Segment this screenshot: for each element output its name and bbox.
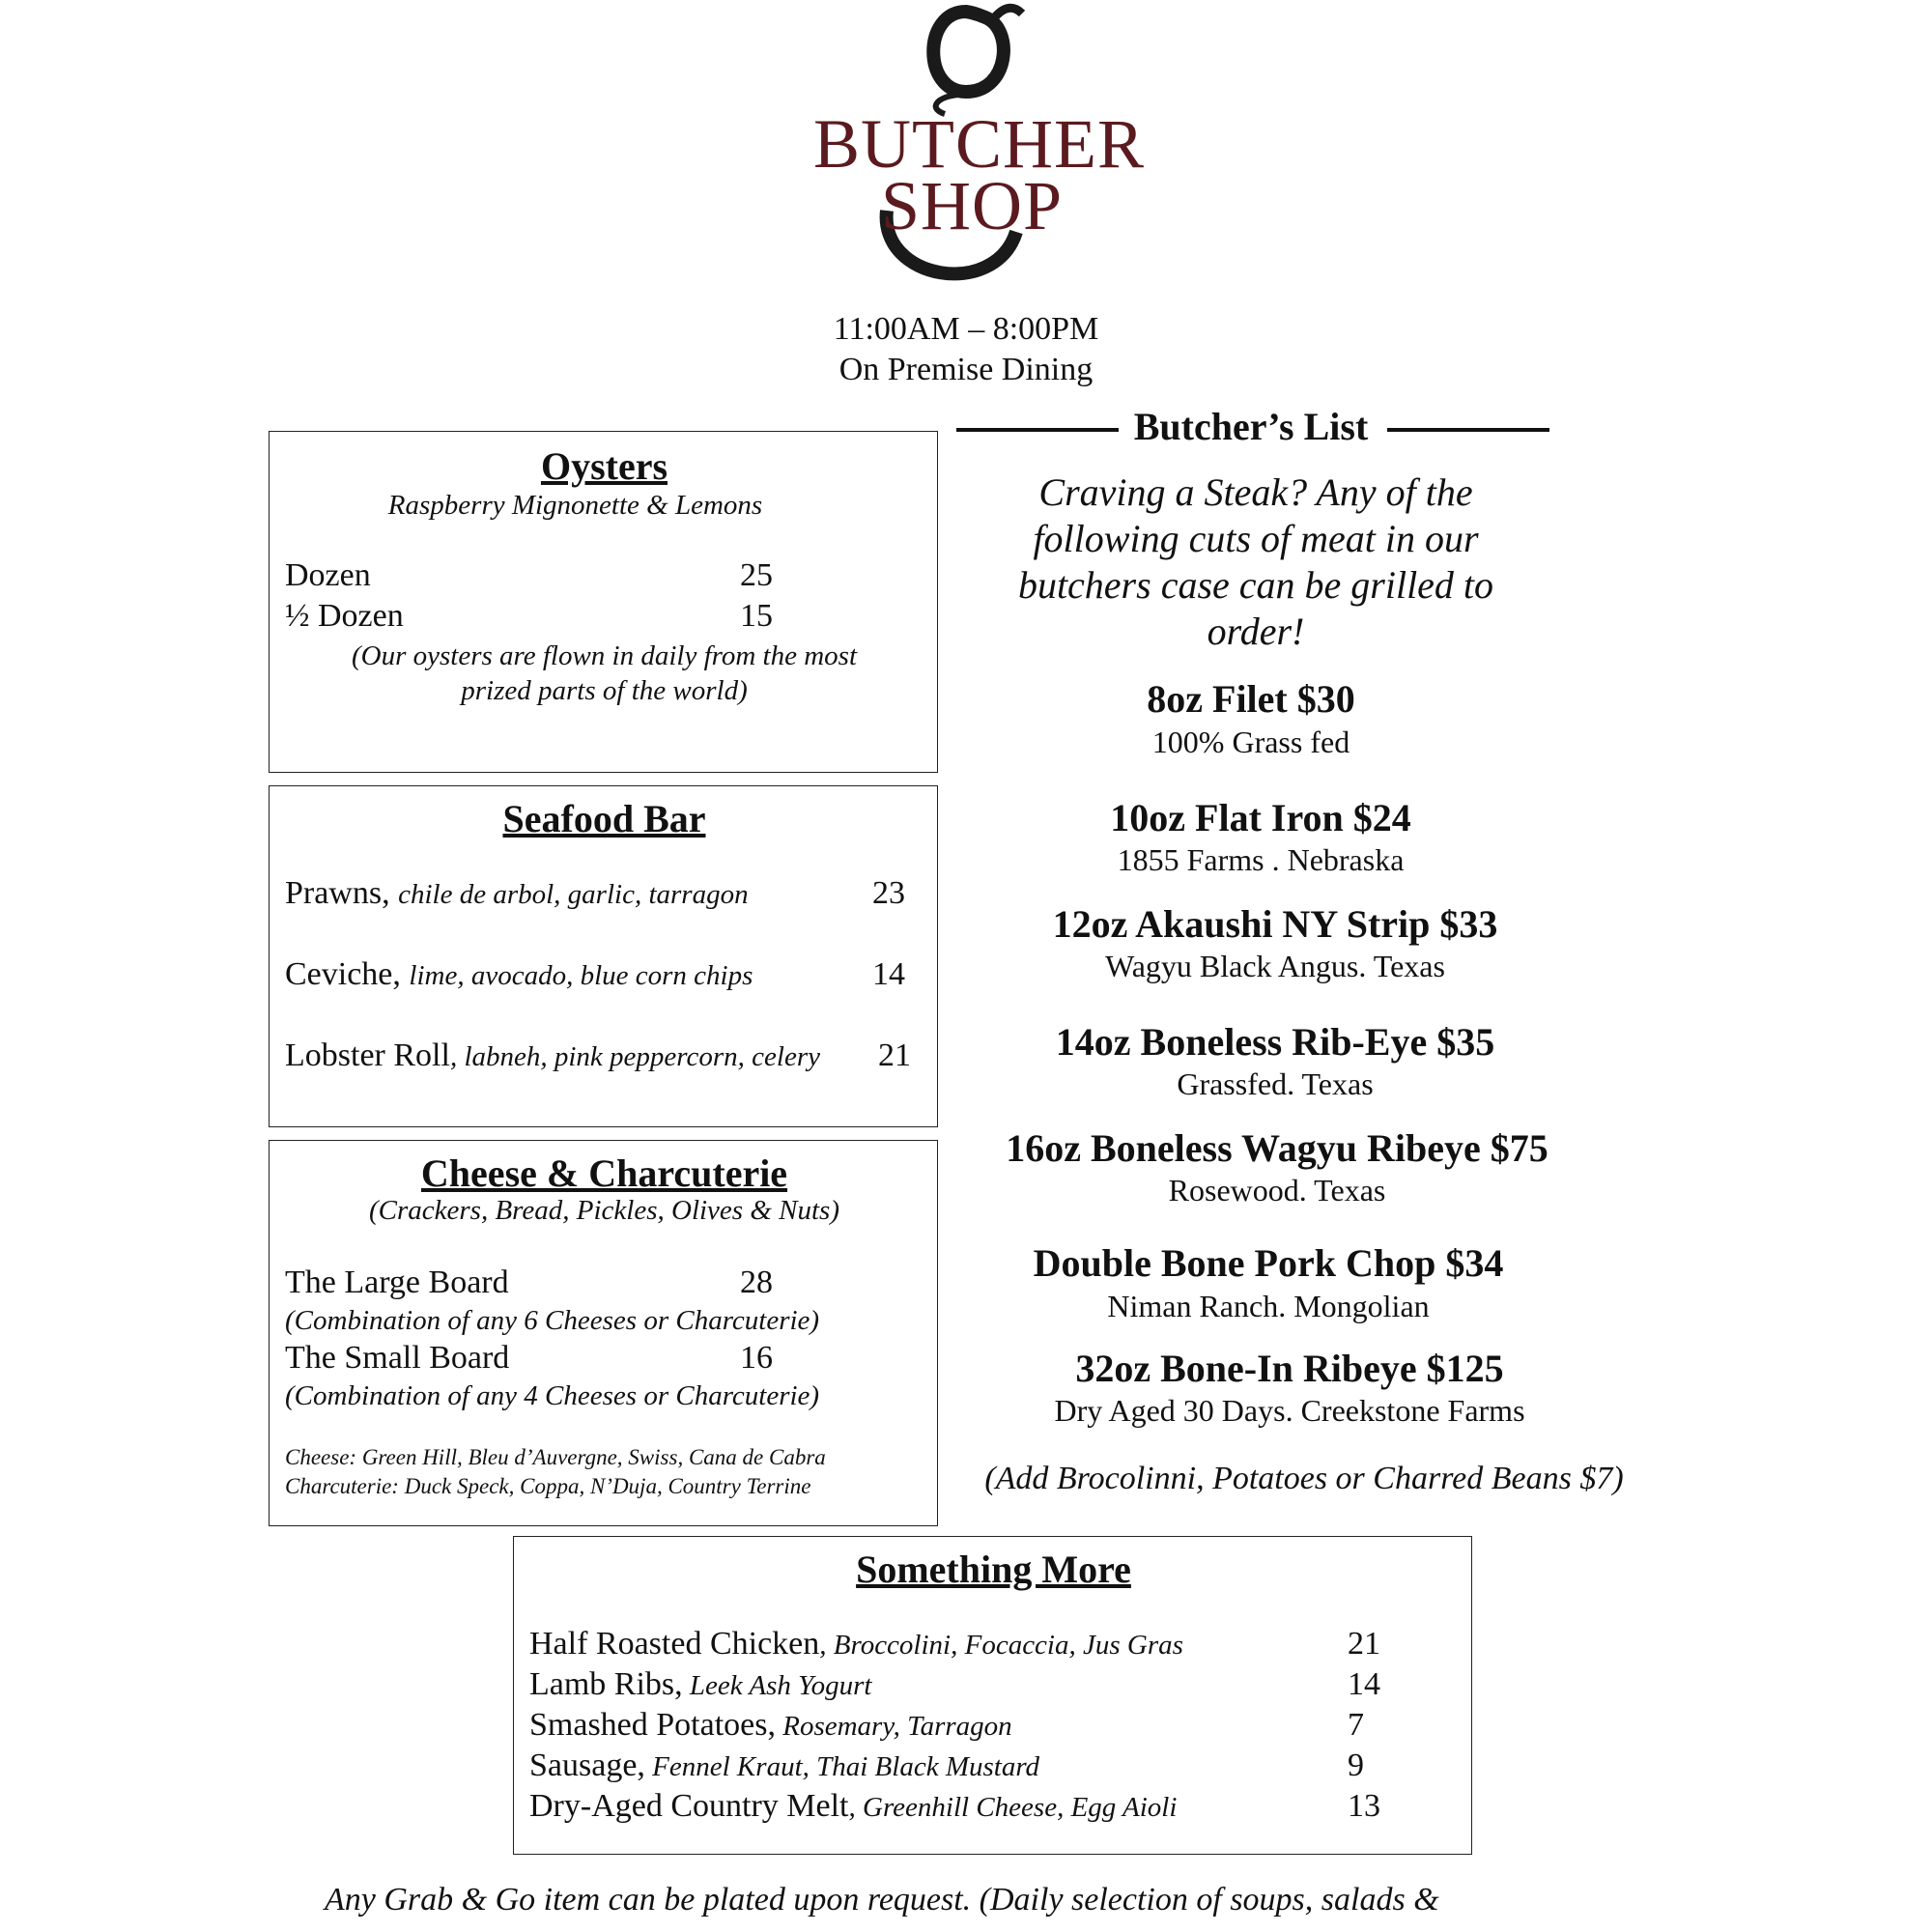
butchers-intro-3: butchers case can be grilled to <box>1017 563 1494 607</box>
service-text: On Premise Dining <box>838 352 1094 387</box>
steak-sub: Niman Ranch. Mongolian <box>1107 1289 1430 1323</box>
steak-name: Double Bone Pork Chop $34 <box>1033 1241 1504 1285</box>
something-more-item-price: 14 <box>1348 1666 1380 1702</box>
steak-sub: Wagyu Black Angus. Texas <box>1105 949 1445 983</box>
something-more-item <box>529 1747 1039 1784</box>
oysters-item-name: Dozen <box>285 557 371 593</box>
seafood-item-price: 14 <box>872 956 905 992</box>
something-more-item-name: Smashed Potatoes, <box>529 1707 776 1743</box>
butchers-intro: Craving a Steak? Any of the <box>1038 470 1473 514</box>
seafood-item-price: 23 <box>872 875 905 911</box>
divider <box>1387 428 1549 432</box>
cheese-list: Cheese: Green Hill, Bleu d’Auvergne, Swiss, Cana de Cabra <box>285 1445 826 1469</box>
steak-name: 8oz Filet $30 <box>1147 677 1355 721</box>
butchers-addon: (Add Brocolinni, Potatoes or Charred Beans $7) <box>984 1461 1624 1496</box>
something-more-item <box>529 1626 1183 1662</box>
steak-sub: Dry Aged 30 Days. Creekstone Farms <box>1054 1393 1525 1428</box>
oysters-title: Oysters <box>540 444 668 488</box>
something-more-item-name: Dry-Aged Country Melt <box>529 1788 849 1824</box>
seafood-item <box>285 1037 820 1074</box>
logo-line-2: SHOP <box>881 167 1064 244</box>
something-more-item-price: 13 <box>1348 1788 1380 1824</box>
something-more-item-desc: Leek Ash Yogurt <box>682 1670 872 1701</box>
divider <box>956 428 1119 432</box>
seafood-item <box>285 956 753 993</box>
steak-sub: Rosewood. Texas <box>1168 1173 1386 1208</box>
cheese-title: Cheese & Charcuterie <box>420 1151 788 1195</box>
something-more-item-price: 9 <box>1348 1747 1364 1783</box>
oysters-item-price: 15 <box>740 598 773 634</box>
steak-name: 14oz Boneless Rib-Eye $35 <box>1055 1020 1495 1064</box>
steak-sub: Grassfed. Texas <box>1177 1066 1374 1101</box>
steak-name: 32oz Bone-In Ribeye $125 <box>1075 1347 1504 1390</box>
seafood-item-desc: , labneh, pink peppercorn, celery <box>449 1041 820 1072</box>
charcuterie-list: Charcuterie: Duck Speck, Coppa, N’Duja, Country Terrine <box>285 1474 811 1498</box>
something-more-item <box>529 1788 1177 1825</box>
oysters-item-name: ½ Dozen <box>285 598 404 634</box>
oysters-subtitle: Raspberry Mignonette & Lemons <box>387 490 763 521</box>
seafood-title: Seafood Bar <box>502 797 706 840</box>
steak-sub: 1855 Farms . Nebraska <box>1117 842 1405 877</box>
something-more-item-desc: , Broccolini, Focaccia, Jus Gras <box>819 1630 1183 1661</box>
something-more-item-name: Lamb Ribs, <box>529 1666 683 1702</box>
steak-name: 16oz Boneless Wagyu Ribeye $75 <box>1006 1126 1548 1170</box>
steak-name: 10oz Flat Iron $24 <box>1110 796 1411 839</box>
cheese-subtitle: (Crackers, Bread, Pickles, Olives & Nuts) <box>369 1195 839 1226</box>
seafood-item <box>285 875 749 912</box>
something-more-item <box>529 1707 1012 1744</box>
cheese-large-price: 28 <box>740 1264 773 1300</box>
logo-line-1: BUTCHER <box>813 105 1146 183</box>
seafood-item-name: Lobster Roll <box>285 1037 450 1073</box>
seafood-item-name: Prawns, <box>285 875 390 911</box>
something-more-title: Something More <box>856 1548 1131 1591</box>
seafood-section <box>269 785 938 1127</box>
cheese-section <box>269 1140 938 1526</box>
something-more-item-desc: Fennel Kraut, Thai Black Mustard <box>644 1751 1040 1782</box>
something-more-section <box>513 1536 1472 1855</box>
seafood-item-desc: lime, avocado, blue corn chips <box>409 960 753 991</box>
something-more-item-price: 7 <box>1348 1707 1364 1743</box>
cheese-large-note: (Combination of any 6 Cheeses or Charcuterie) <box>285 1305 820 1336</box>
seafood-item-price: 21 <box>878 1037 911 1073</box>
seafood-item-name: Ceviche, <box>285 956 401 992</box>
cheese-small-note: (Combination of any 4 Cheeses or Charcuterie) <box>285 1380 820 1411</box>
something-more-item-name: Sausage, <box>529 1747 645 1783</box>
oysters-note: (Our oysters are flown in daily from the most <box>351 640 858 671</box>
cheese-small-price: 16 <box>740 1340 773 1376</box>
something-more-item-price: 21 <box>1348 1626 1380 1662</box>
butchers-list-title: Butcher’s List <box>1133 405 1369 448</box>
oysters-note-2: prized parts of the world) <box>461 675 748 706</box>
hours-text: 11:00AM – 8:00PM <box>833 311 1099 347</box>
butchers-intro-2: following cuts of meat in our <box>1033 517 1479 560</box>
cheese-large-name: The Large Board <box>285 1264 509 1300</box>
steak-name: 12oz Akaushi NY Strip $33 <box>1052 902 1498 946</box>
cheese-small-name: The Small Board <box>285 1340 510 1376</box>
seafood-item-desc: chile de arbol, garlic, tarragon <box>398 879 749 910</box>
oysters-section <box>269 431 938 773</box>
footer-note: Any Grab & Go item can be plated upon request. (Daily selection of soups, salads & <box>325 1882 1439 1918</box>
butchers-intro-4: order! <box>1207 610 1305 653</box>
oysters-item-price: 25 <box>740 557 773 593</box>
steak-sub: 100% Grass fed <box>1151 724 1350 759</box>
something-more-item-desc: Rosemary, Tarragon <box>775 1711 1012 1742</box>
something-more-item <box>529 1666 871 1703</box>
something-more-item-name: Half Roasted Chicken <box>529 1626 820 1662</box>
something-more-item-desc: , Greenhill Cheese, Egg Aioli <box>848 1792 1178 1823</box>
